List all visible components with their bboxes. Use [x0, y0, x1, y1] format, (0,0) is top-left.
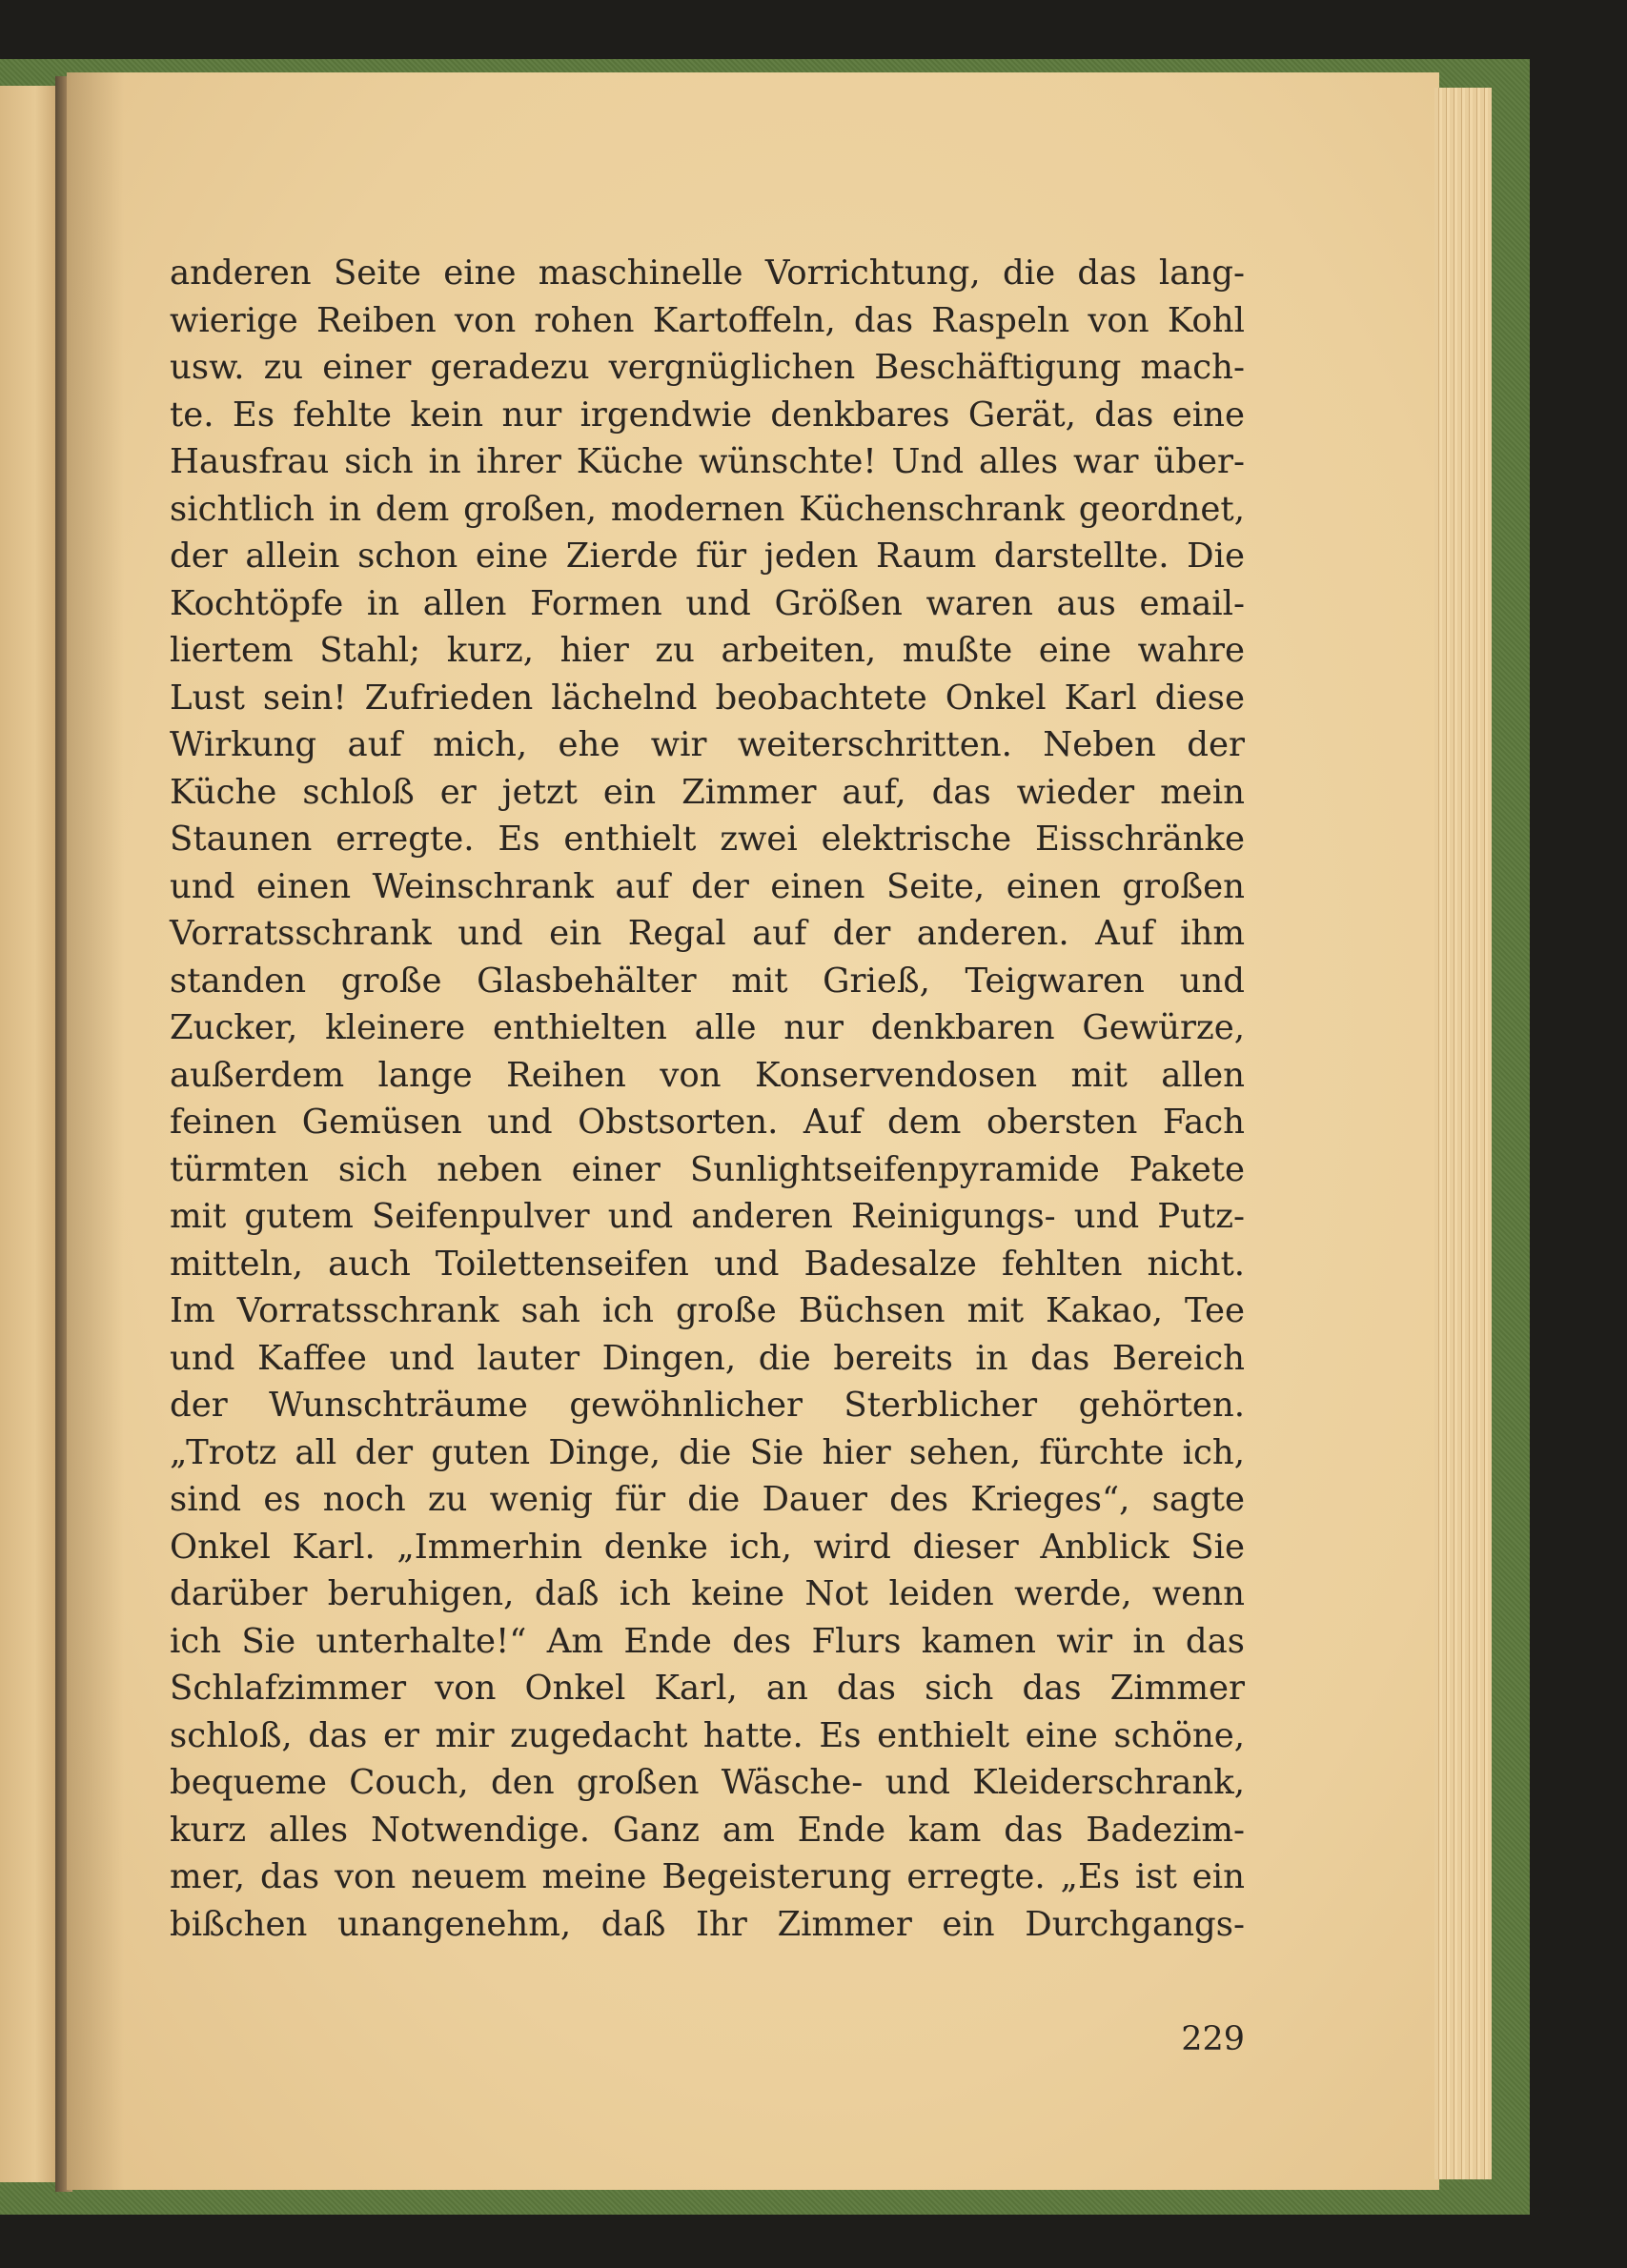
text-line: mitteln, auch Toilettenseifen und Badesalze fehlten nicht.: [170, 1244, 1245, 1284]
text-line: türmten sich neben einer Sunlightseifenpyramide Pakete: [170, 1149, 1245, 1189]
text-line: Zucker, kleinere enthielten alle nur denkbaren Gewürze,: [170, 1008, 1245, 1047]
text-line: bißchen unangenehm, daß Ihr Zimmer ein Durchgangs-: [170, 1904, 1245, 1944]
text-line: kurz alles Notwendige. Ganz am Ende kam das Badezim-: [170, 1810, 1245, 1850]
text-line: der allein schon eine Zierde für jeden Raum darstellte. Die: [170, 537, 1245, 576]
text-line: bequeme Couch, den großen Wäsche- und Kleiderschrank,: [170, 1763, 1245, 1802]
text-line: ich Sie unterhalte!“ Am Ende des Flurs kamen wir in das: [170, 1621, 1245, 1661]
text-line: te. Es fehlte kein nur irgendwie denkbares Gerät, das eine: [170, 395, 1245, 435]
text-line: Kochtöpfe in allen Formen und Größen waren aus email-: [170, 583, 1245, 623]
text-line: wierige Reiben von rohen Kartoffeln, das Raspeln von Kohl: [170, 300, 1245, 340]
text-line: anderen Seite eine maschinelle Vorrichtung, die das lang-: [170, 253, 1245, 293]
text-line: Wirkung auf mich, ehe wir weiterschritten. Neben der: [170, 725, 1245, 764]
text-line: Staunen erregte. Es enthielt zwei elektrische Eisschränke: [170, 820, 1245, 859]
body-text: [170, 250, 1245, 1948]
page-edges: [1434, 88, 1492, 2179]
text-line: „Trotz all der guten Dinge, die Sie hier sehen, fürchte ich,: [170, 1432, 1245, 1472]
text-line: mer, das von neuem meine Begeisterung erregte. „Es ist ein: [170, 1857, 1245, 1896]
text-line: Schlafzimmer von Onkel Karl, an das sich das Zimmer: [170, 1669, 1245, 1708]
text-line: liertem Stahl; kurz, hier zu arbeiten, mußte eine wahre: [170, 631, 1245, 670]
text-line: und einen Weinschrank auf der einen Seite, einen großen: [170, 866, 1245, 906]
text-line: und Kaffee und lauter Dingen, die bereits in das Bereich: [170, 1338, 1245, 1378]
text-line: sind es noch zu wenig für die Dauer des Krieges“, sagte: [170, 1480, 1245, 1519]
text-line: schloß, das er mir zugedacht hatte. Es enthielt eine schöne,: [170, 1715, 1245, 1755]
text-line: sichtlich in dem großen, modernen Küchenschrank geordnet,: [170, 489, 1245, 529]
text-line: mit gutem Seifenpulver und anderen Reinigungs- und Putz-: [170, 1197, 1245, 1236]
text-line: Onkel Karl. „Immerhin denke ich, wird dieser Anblick Sie: [170, 1527, 1245, 1567]
text-line: Hausfrau sich in ihrer Küche wünschte! Und alles war über-: [170, 442, 1245, 481]
text-line: darüber beruhigen, daß ich keine Not leiden werde, wenn: [170, 1574, 1245, 1613]
text-line: Vorratsschrank und ein Regal auf der anderen. Auf ihm: [170, 914, 1245, 953]
text-line: der Wunschträume gewöhnlicher Sterblicher gehörten.: [170, 1386, 1245, 1425]
text-line: Küche schloß er jetzt ein Zimmer auf, das wieder mein: [170, 772, 1245, 812]
text-line: standen große Glasbehälter mit Grieß, Teigwaren und: [170, 961, 1245, 1001]
text-line: usw. zu einer geradezu vergnüglichen Beschäftigung mach-: [170, 348, 1245, 387]
page-number: 229: [1181, 2020, 1245, 2058]
text-line: außerdem lange Reihen von Konservendosen mit allen: [170, 1055, 1245, 1095]
left-facing-page: [0, 86, 59, 2182]
text-line: feinen Gemüsen und Obstsorten. Auf dem obersten Fach: [170, 1103, 1245, 1142]
page-shadow: [67, 72, 124, 2190]
text-line: Lust sein! Zufrieden lächelnd beobachtete Onkel Karl diese: [170, 678, 1245, 718]
text-line: Im Vorratsschrank sah ich große Büchsen mit Kakao, Tee: [170, 1291, 1245, 1330]
